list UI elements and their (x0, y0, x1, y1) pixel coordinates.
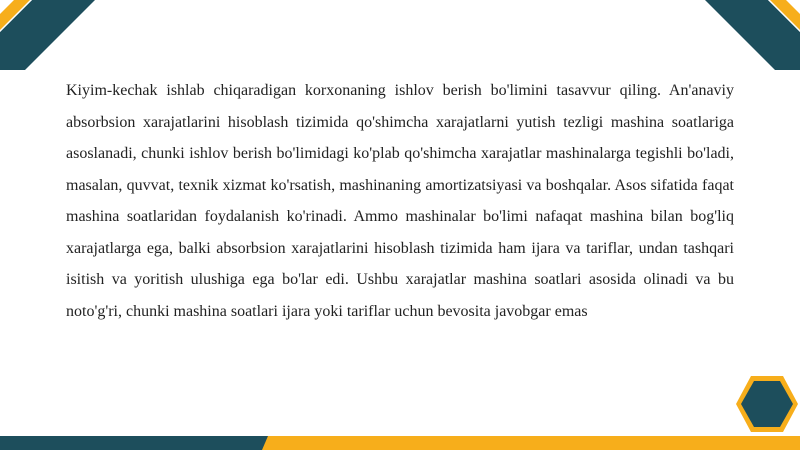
hexagon-decoration (734, 374, 800, 434)
slide-body-text: Kiyim-kechak ishlab chiqaradigan korxonaning ishlov berish bo'limini tasavvur qiling. An'anaviy absorbsion xarajatlarini hisoblash tizimida qo'shimcha xarajatlarni yutish tezligi mashina soatlariga asoslanadi, chunki ishlov berish bo'limidagi ko'plab qo'shimcha xarajatlar mashinalarga tegishli bo'ladi, masalan, quvvat, texnik xizmat ko'rsatish, mashinaning amortizatsiyasi va boshqalar. Asos sifatida faqat mashina soatlaridan foydalanish ko'rinadi. Ammo mashinalar bo'limi nafaqat mashina bilan bog'liq xarajatlarga ega, balki absorbsion xarajatlarini hisoblash tizimida ham ijara va tariflar, undan tashqari isitish va yoritish ulushiga ega bo'lar edi. Ushbu xarajatlar mashina soatlari asosida olinadi va bu noto'g'ri, chunki mashina soatlari ijara yoki tariflar uchun bevosita javobgar emas (66, 82, 734, 320)
top-right-decoration (690, 0, 800, 70)
footer-stripe (0, 436, 800, 450)
top-left-decoration (0, 0, 110, 70)
